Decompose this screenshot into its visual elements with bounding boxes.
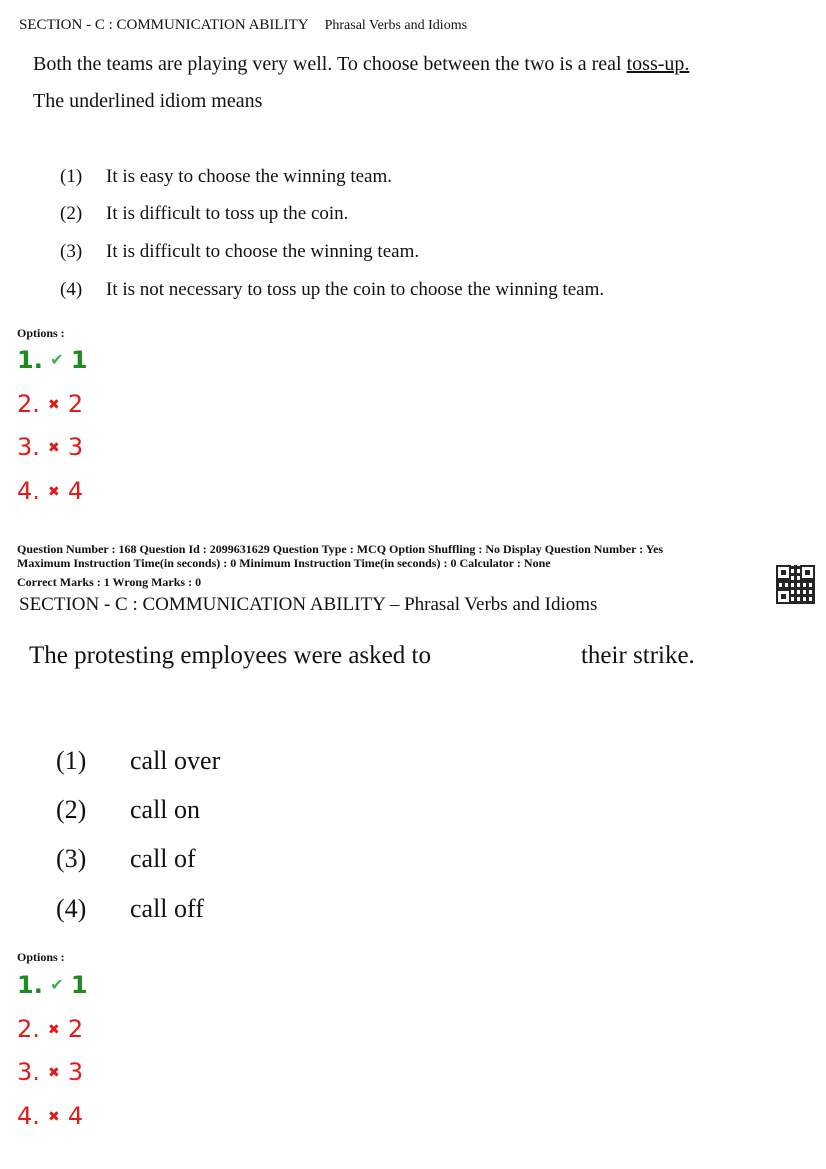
choice-number: (3) [60,241,83,262]
option-value: 3 [67,433,84,461]
option-3[interactable] [17,433,83,461]
option-value: 4 [67,477,84,505]
choice-number: (4) [60,279,83,300]
question-prompt: The underlined idiom means [33,90,263,112]
option-value: 2 [67,1015,84,1043]
options-title: Options : [17,950,65,964]
section-header [19,17,467,34]
choice-1 [60,166,392,188]
question-meta-line-3: Correct Marks : 1 Wrong Marks : 0 [17,575,202,589]
question-text [29,642,695,670]
cross-icon: ✖ [48,484,60,500]
option-value: 1 [70,346,88,374]
cross-icon: ✖ [48,1022,60,1038]
question-text-after: their strike. [580,642,695,669]
choice-text: It is difficult to choose the winning team. [106,241,420,262]
choice-number: (1) [56,746,87,775]
option-1[interactable] [17,971,88,999]
option-2[interactable] [17,390,83,418]
option-value: 2 [67,390,84,418]
choice-number: (1) [60,166,83,187]
choice-number: (4) [56,894,87,923]
check-icon: ✔ [50,350,64,369]
option-prefix: 1. [17,971,43,999]
choice-text: call over [130,746,221,775]
option-prefix: 2. [17,1015,40,1043]
option-prefix: 4. [17,1102,40,1130]
choice-text: call of [130,844,196,873]
option-prefix: 4. [17,477,40,505]
question-meta-line-1: Question Number : 168 Question Id : 2099631629 Question Type : MCQ Option Shuffling : No Display Question Number : Yes [17,542,664,556]
cross-icon: ✖ [48,397,60,413]
section-title: SECTION - C : COMMUNICATION ABILITY [19,17,309,33]
choice-number: (2) [60,203,83,224]
option-value: 4 [67,1102,84,1130]
choice-3 [60,241,419,263]
choice-text: It is difficult to toss up the coin. [106,203,349,224]
question-text-before: The protesting employees were asked to [29,642,431,669]
choice-text: It is not necessary to toss up the coin to choose the winning team. [106,279,605,300]
option-prefix: 3. [17,433,40,461]
option-value: 1 [70,971,88,999]
section-header: SECTION - C : COMMUNICATION ABILITY – Phrasal Verbs and Idioms [19,594,598,615]
choice-text: call on [130,795,201,824]
cross-icon: ✖ [48,1065,60,1081]
choice-number: (2) [56,795,87,824]
question-meta-line-2: Maximum Instruction Time(in seconds) : 0 Minimum Instruction Time(in seconds) : 0 Calculator : None [17,556,551,570]
option-prefix: 2. [17,390,40,418]
qr-code [776,565,815,604]
section-subtitle: Phrasal Verbs and Idioms [324,18,468,33]
option-prefix: 3. [17,1058,40,1086]
option-2[interactable] [17,1015,83,1043]
question-text [33,53,689,76]
option-1[interactable] [17,346,88,374]
choice-2 [60,203,348,225]
choice-4 [56,894,204,924]
choice-text: It is easy to choose the winning team. [106,166,392,187]
option-3[interactable] [17,1058,83,1086]
choice-4 [60,279,604,301]
choice-number: (3) [56,844,87,873]
choice-text: call off [130,894,204,923]
option-4[interactable] [17,477,83,505]
underlined-idiom: toss-up. [626,53,690,75]
option-prefix: 1. [17,346,43,374]
cross-icon: ✖ [48,1109,60,1125]
option-4[interactable] [17,1102,83,1130]
cross-icon: ✖ [48,440,60,456]
choice-3 [56,844,196,874]
choice-2 [56,795,200,825]
choice-1 [56,746,220,776]
options-title: Options : [17,326,65,340]
check-icon: ✔ [50,975,64,994]
question-text-main: Both the teams are playing very well. To choose between the two is a real [33,53,627,75]
option-value: 3 [67,1058,84,1086]
